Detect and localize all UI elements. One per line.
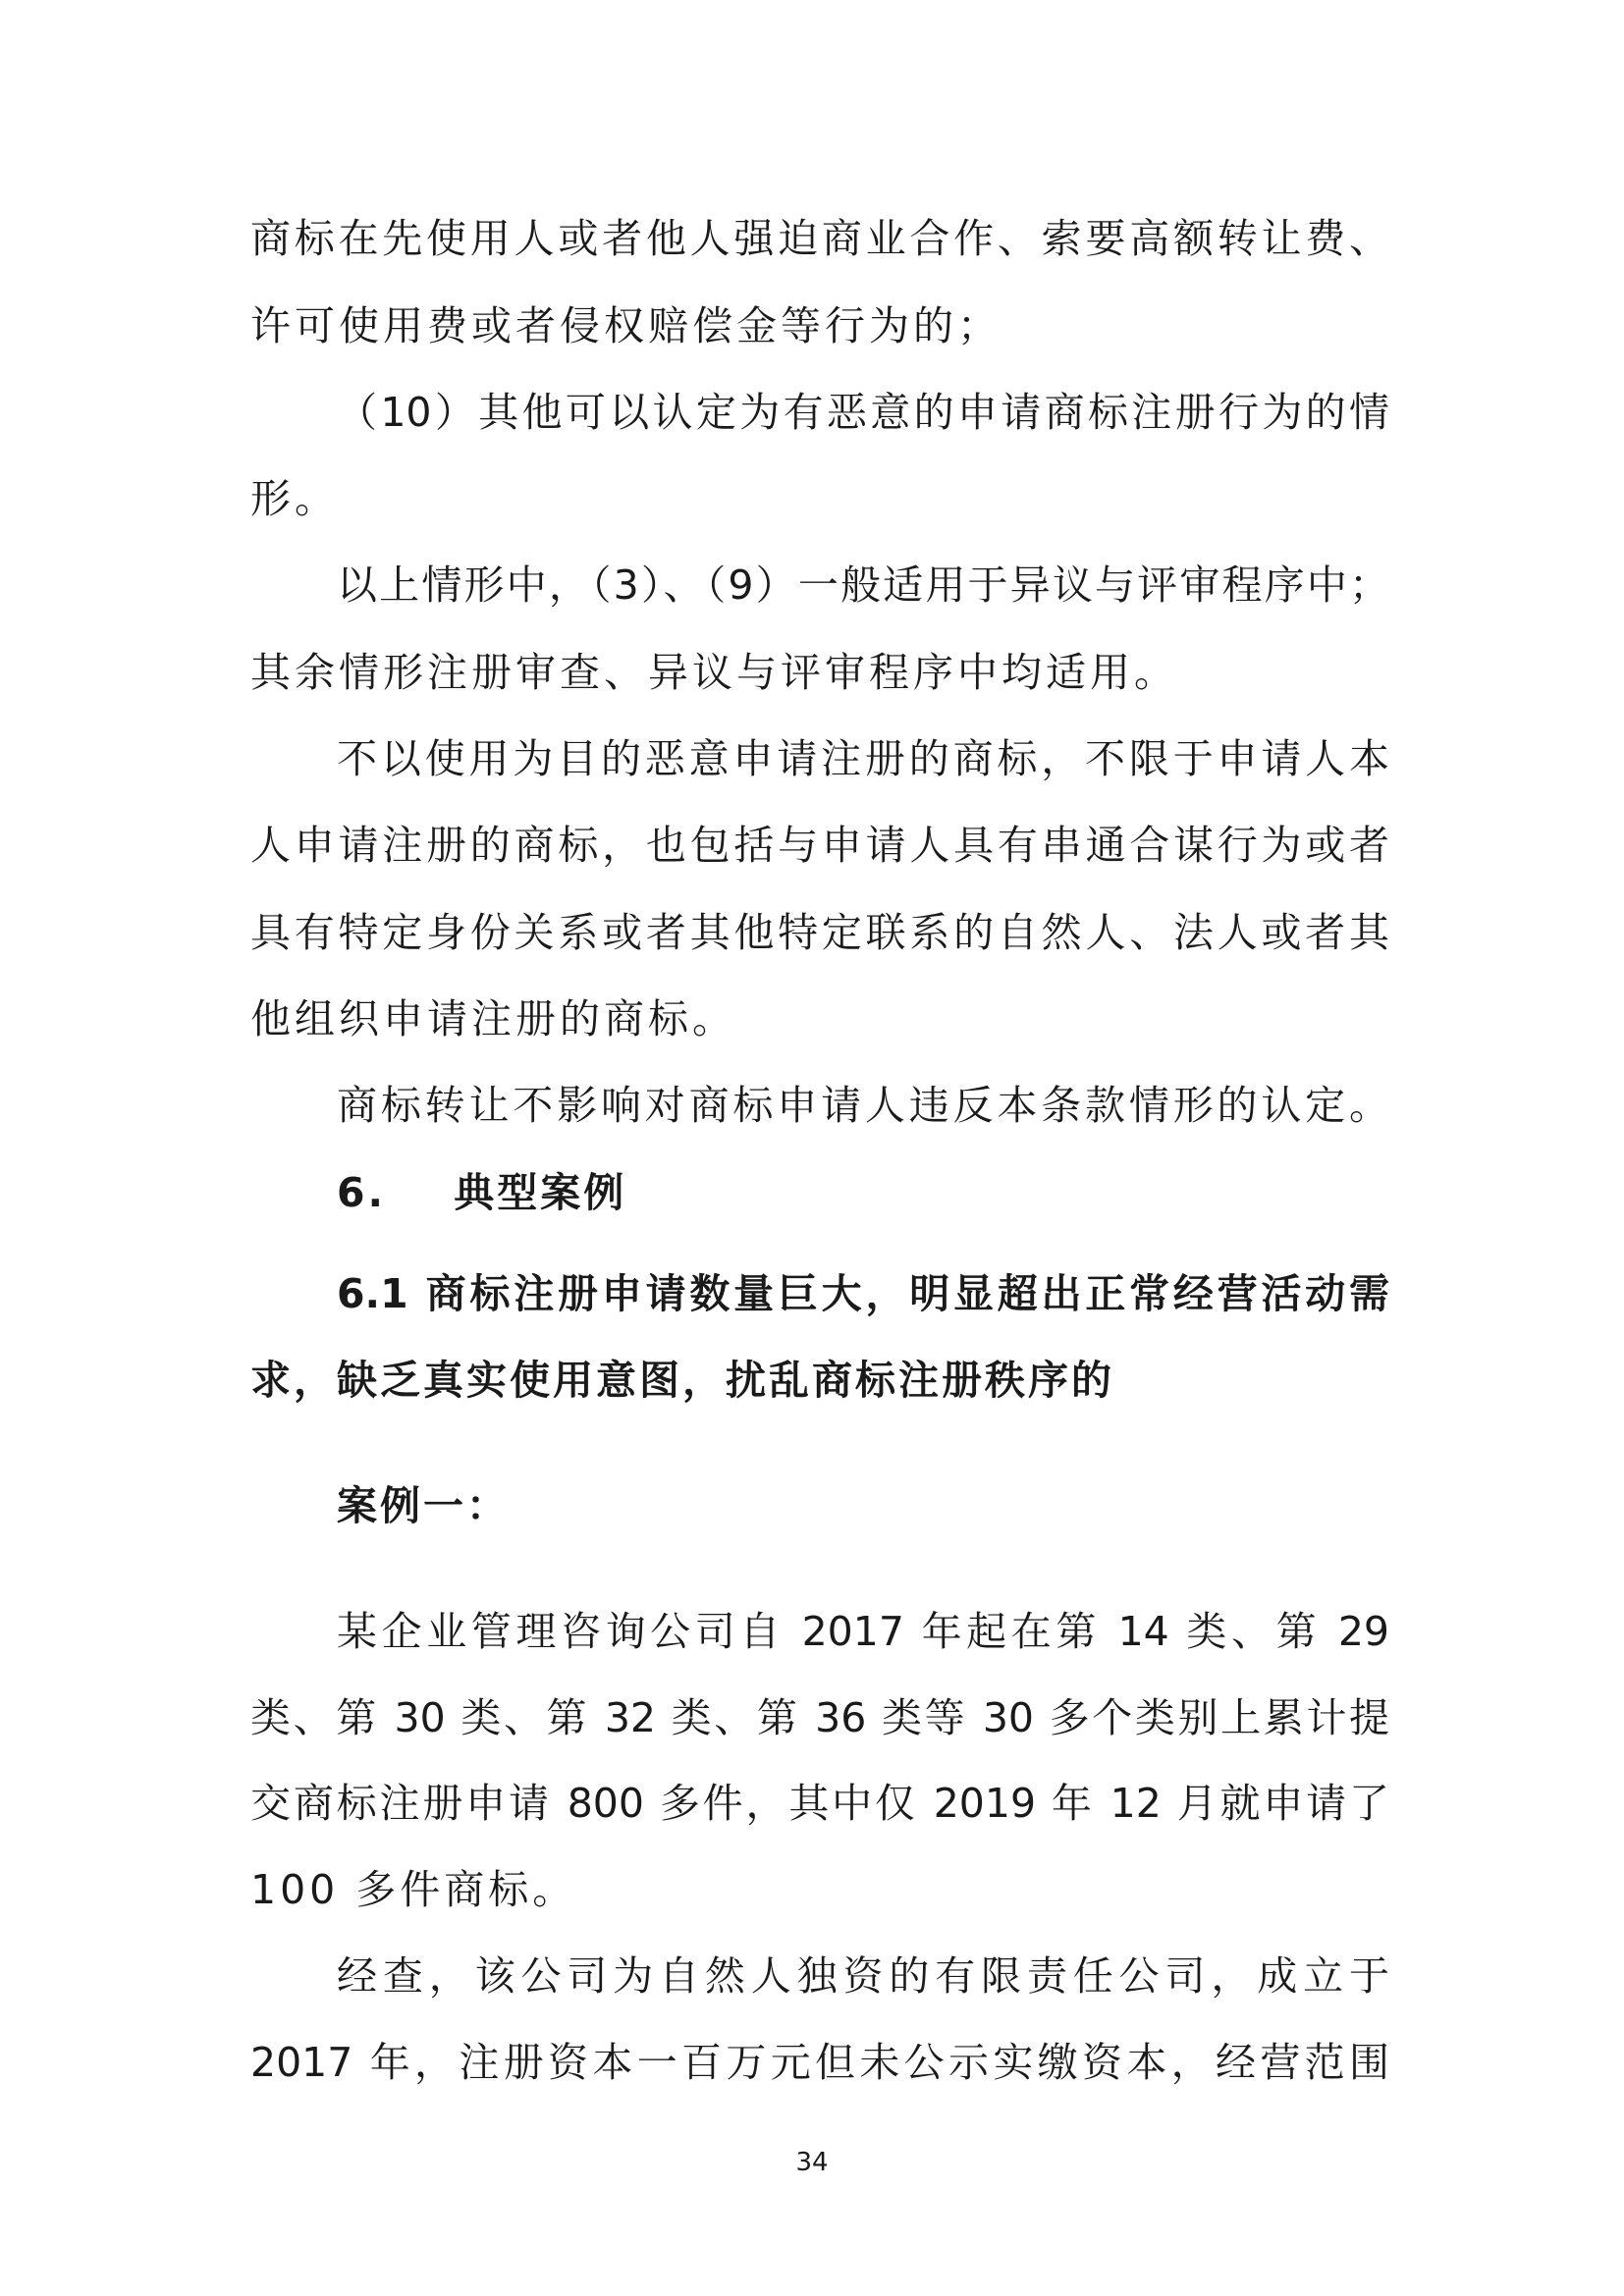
paragraph-line: 商标在先使用人或者他人强迫商业合作、索要高额转让费、 (250, 215, 1389, 262)
paragraph-line: 类、第 30 类、第 32 类、第 36 类等 30 多个类别上累计提 (250, 1694, 1389, 1741)
paragraph-line: 商标转让不影响对商标申请人违反本条款情形的认定。 (337, 1082, 1389, 1129)
paragraph-line: 以上情形中，（3）、（9）一般适用于异议与评审程序中； (337, 561, 1389, 609)
paragraph-line: 2017 年，注册资本一百万元但未公示实缴资本，经营范围 (250, 2039, 1389, 2086)
paragraph-line: 具有特定身份关系或者其他特定联系的自然人、法人或者其 (250, 909, 1389, 956)
subsection-heading-line: 6.1 商标注册申请数量巨大，明显超出正常经营活动需 (337, 1270, 1389, 1317)
paragraph-line: 某企业管理咨询公司自 2017 年起在第 14 类、第 29 (337, 1608, 1389, 1655)
paragraph-line: 100 多件商标。 (250, 1866, 577, 1913)
section-heading: 6. 典型案例 (337, 1169, 627, 1216)
paragraph-line: 交商标注册申请 800 多件，其中仅 2019 年 12 月就申请了 (250, 1780, 1389, 1827)
paragraph-line: 经查，该公司为自然人独资的有限责任公司，成立于 (337, 1952, 1389, 2000)
paragraph-line: （10）其他可以认定为有恶意的申请商标注册行为的情 (337, 389, 1389, 436)
page-number: 34 (795, 2148, 829, 2177)
subsection-heading-line: 求，缺乏真实使用意图，扰乱商标注册秩序的 (250, 1357, 1114, 1404)
paragraph-line: 人申请注册的商标，也包括与申请人具有串通合谋行为或者 (250, 822, 1389, 869)
case-heading: 案例一： (337, 1482, 510, 1529)
paragraph-line: 不以使用为目的恶意申请注册的商标，不限于申请人本 (337, 735, 1389, 782)
paragraph-line: 他组织申请注册的商标。 (250, 995, 736, 1042)
paragraph-line: 形。 (250, 475, 339, 522)
paragraph-line: 其余情形注册审查、异议与评审程序中均适用。 (250, 649, 1178, 696)
paragraph-line: 许可使用费或者侵权赔偿金等行为的； (250, 302, 1001, 349)
